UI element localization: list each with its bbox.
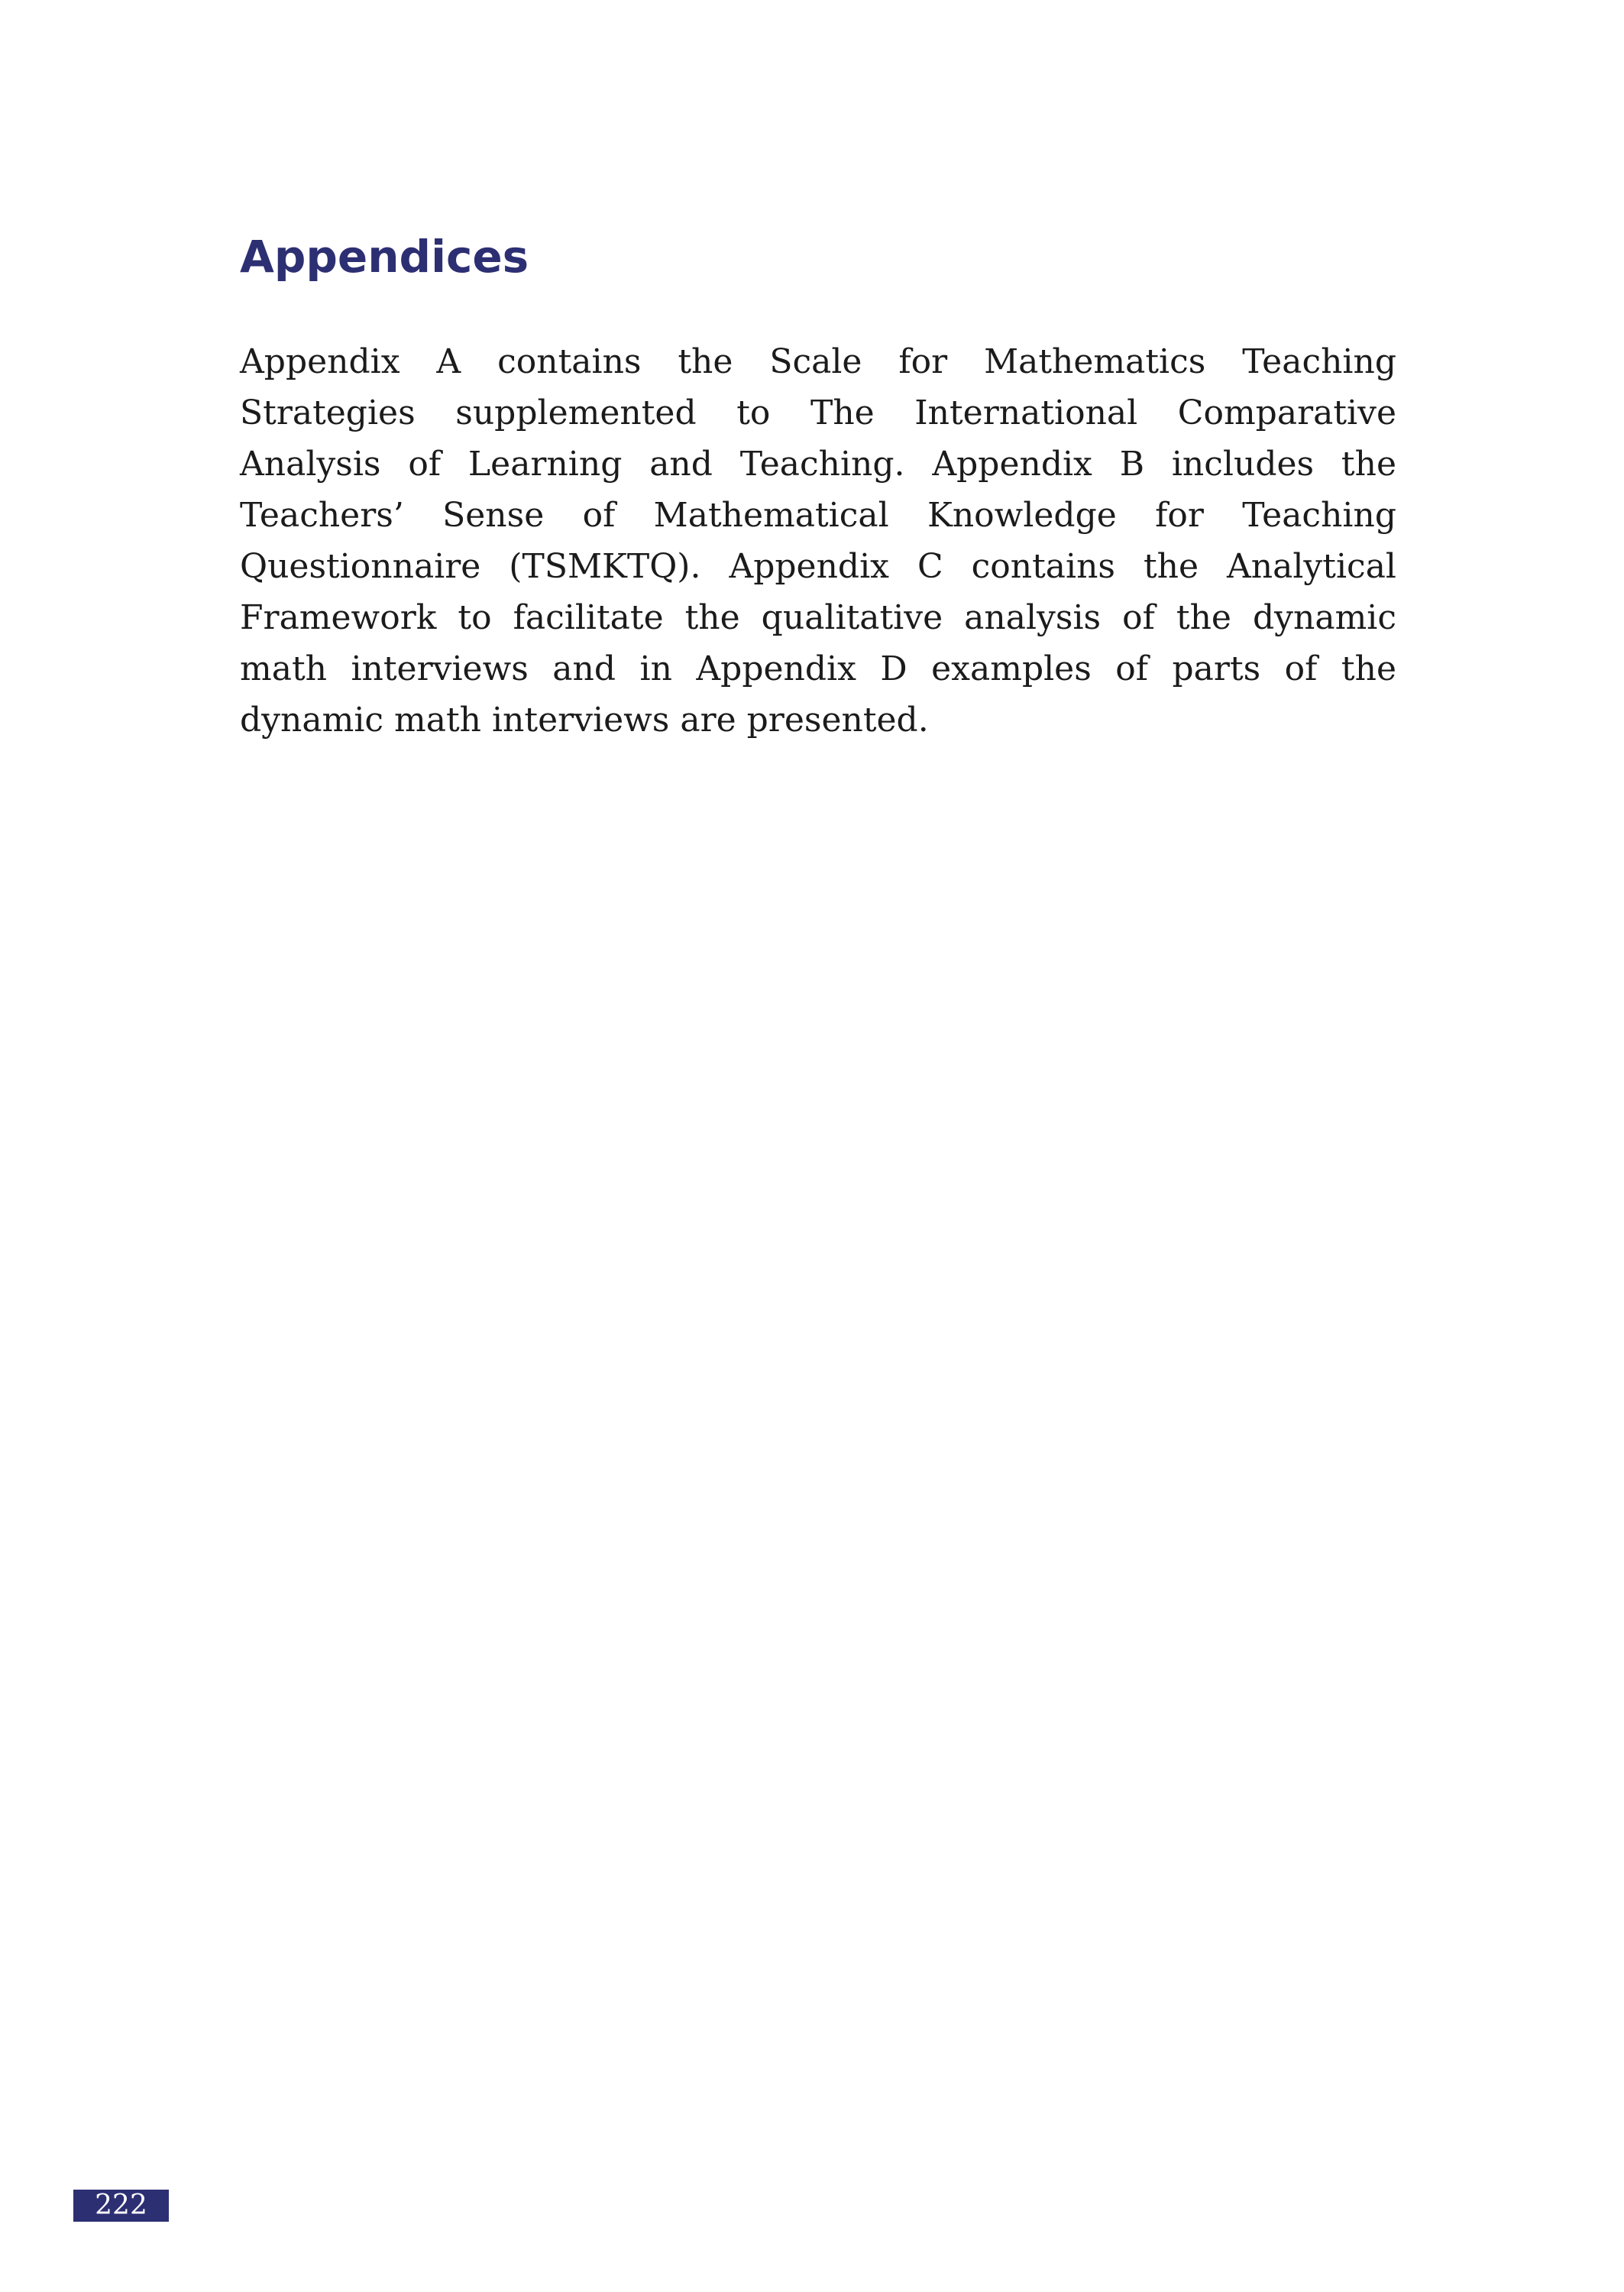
body-paragraph: Appendix A contains the Scale for Mathematics Teaching Strategies supplemented to The International Comparative Analysis of Learning and Teaching. Appendix B includes the Teachers’ Sense of Mathematical Knowledge for Teaching Questionnaire (TSMKTQ). Appendix C contains the Analytical Framework to facilitate the qualitative analysis of the dynamic math interviews and in Appendix D examples of parts of the dynamic math interviews are presented. xyxy=(240,342,1396,740)
section-heading: Appendices xyxy=(240,231,529,283)
page-number-badge: 222 xyxy=(73,2190,169,2222)
